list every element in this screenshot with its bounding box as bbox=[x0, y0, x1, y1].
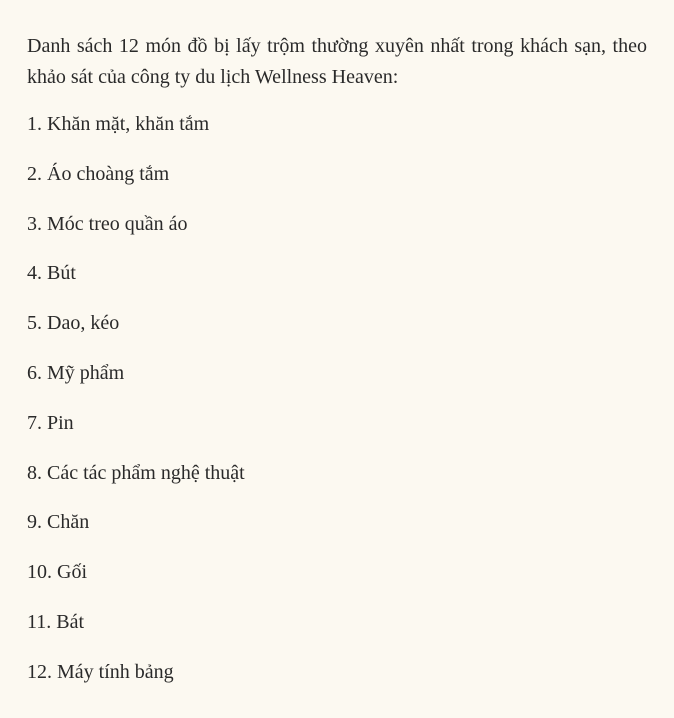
stolen-items-list bbox=[27, 111, 650, 685]
list-item: 3. Móc treo quần áo bbox=[27, 212, 188, 235]
list-item: 9. Chăn bbox=[27, 511, 90, 534]
list-item: 2. Áo choàng tắm bbox=[27, 162, 170, 185]
list-item: 12. Máy tính bảng bbox=[27, 660, 174, 683]
list-item: 5. Dao, kéo bbox=[27, 312, 120, 335]
list-item: 11. Bát bbox=[27, 610, 85, 633]
list-item: 1. Khăn mặt, khăn tắm bbox=[27, 113, 210, 135]
list-item: 8. Các tác phẩm nghệ thuật bbox=[27, 461, 245, 484]
list-item: 10. Gối bbox=[27, 561, 87, 584]
list-item: 7. Pin bbox=[27, 411, 74, 434]
list-item: 6. Mỹ phẩm bbox=[27, 361, 125, 384]
intro-paragraph: Danh sách 12 món đồ bị lấy trộm thường xuyên nhất trong khách sạn, theo khảo sát của công ty du lịch Wellness Heaven: bbox=[27, 35, 647, 88]
list-item: 4. Bút bbox=[27, 262, 76, 285]
